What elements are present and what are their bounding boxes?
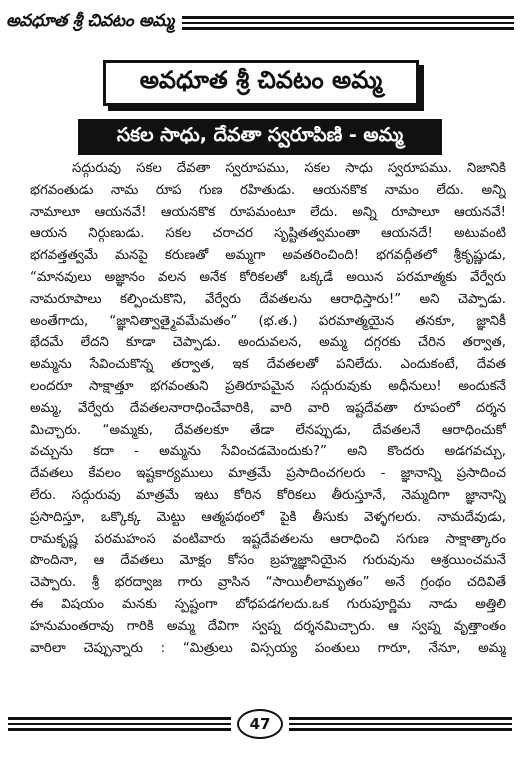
section-title: సకల సాధు, దేవతా స్వరూపిణి - అమ్మ <box>116 123 404 146</box>
running-head-title: అవధూత శ్రీ చివటం అమ్మ <box>6 11 174 31</box>
body-line: ప్రసాదిస్తూ, ఒక్కొక్క మెట్టు ఆత్మపథంలో పైకి తీసుకు వెళ్ళగలరు. నామదేవుడు, <box>30 509 506 525</box>
body-line: భగవత్తత్వమే మనపై కరుణతో అమ్మగా అవతరించింది! భగవద్గీతలో శ్రీకృష్ణుడు, <box>30 248 506 264</box>
body-line: భగవంతుడు నామ రూప గుణ రహితుడు. ఆయనకొక నామం లేదు. అన్ని <box>30 182 506 198</box>
body-line: హనుమంతరావు గారికి అమ్మ దేవిగా స్వప్న దర్శనమిచ్చారు. ఆ స్వప్న వృత్తాంతం <box>30 618 506 634</box>
running-head <box>6 8 514 38</box>
body-line: “మానవులు అజ్ఞానం వలన అనేక కోరికలతో ఒక్కడే అయిన పరమాత్మకు వేర్వేరు <box>30 269 506 285</box>
body-line: అంతేగాదు, “జ్ఞానిత్వాత్మైవమేమతం” (భ.త.) పరమాత్మయైన తనకూ, జ్ఞానికీ <box>30 313 506 329</box>
body-line: భేదమే లేదని కూడా చెప్పాడు. అందువలన, అమ్మ దగ్గరకు చేరిన తర్వాత, <box>30 335 506 351</box>
chapter-title-box <box>103 60 419 106</box>
footer-rule-right <box>289 717 512 731</box>
page-footer <box>8 706 512 742</box>
body-line: మిచ్చారు. “అమ్మకు, దేవతలకూ తేడా లేనప్పుడు, దేవతలనే ఆరాధించుకో <box>30 422 506 438</box>
body-line: సద్గురువు సకల దేవతా స్వరూపము, సకల సాధు స్వరూపము. నిజానికి <box>72 161 506 176</box>
body-line: లేరు. సద్గురువు మాత్రమే ఇటు కోరిన కోరికలు తీరుస్తూనే, నెమ్మదిగా జ్ఞానాన్ని <box>30 487 506 503</box>
section-banner <box>78 119 442 155</box>
body-line: దేవతలు కేవలం ఇష్టకార్యములు మాత్రమే ప్రసాదించగలరు - జ్ఞానాన్ని ప్రసాదించ <box>30 466 506 482</box>
header-rule <box>182 16 514 30</box>
body-line: అమ్మ, వేర్వేరు దేవతలనారాధించేవారికి, వారి వారి ఇష్టదేవతా రూపంలో దర్శన <box>30 400 506 416</box>
body-line: అమ్మను సేవించుకొన్న తర్వాత, ఇక దేవతలతో పనిలేదు. ఎందుకంటే, దేవత <box>30 357 506 373</box>
body-line: ఆయన నిర్గుణుడు. సకల చరాచర సృష్టితత్వమంతా ఆయనదే! అటువంటి <box>30 226 506 242</box>
body-line: చెప్పారు. శ్రీ భరద్వాజ గారు వ్రాసిన “సాయిలీలామృతం” అనే గ్రంథం చదివితే <box>30 575 506 591</box>
chapter-title: అవధూత శ్రీ చివటం అమ్మ <box>139 66 383 94</box>
body-line: రామకృష్ణ పరమహంస వంటివారు ఇష్టదేవతలను ఆరాధించి సగుణ సాక్షాత్కారం <box>30 531 506 547</box>
body-line: పొందినా, ఆ దేవతలు మోక్షం కోసం బ్రహ్మజ్ఞానియైన గురువును ఆశ్రయించమనే <box>30 553 506 569</box>
body-line: నామరూపాలు కల్పించుకొని, వేర్వేరు దేవతలను ఆరాధిస్తారు!” అని చెప్పాడు. <box>30 291 506 307</box>
body-text <box>30 158 506 659</box>
footer-rule-left <box>8 717 231 731</box>
body-line: వచ్చును కదా - అమ్మను సేవించడమెందుకు?” అని కొందరు అడగవచ్చు, <box>30 444 506 460</box>
body-line: నామాలూ ఆయనవే! ఆయనకొక రూపమంటూ లేదు. అన్ని రూపాలూ ఆయనవే! <box>30 204 506 220</box>
body-line: లందరూ సాక్షాత్తూ భగవంతుని ప్రతిరూపమైన సద్గురువుకు అధీనులు! అందుకనే <box>30 378 506 394</box>
body-line: వారిలా చెప్పున్నారు : “మిత్రులు విస్సయ్య పంతులు గారూ, నేనూ, అమ్మ <box>30 640 506 656</box>
body-line: ఈ విషయం మనకు స్పష్టంగా బోధపడగలదు.ఒక గురుపూర్ణిమ నాడు అత్తిలి <box>30 596 506 612</box>
page-number: 47 <box>237 709 283 739</box>
